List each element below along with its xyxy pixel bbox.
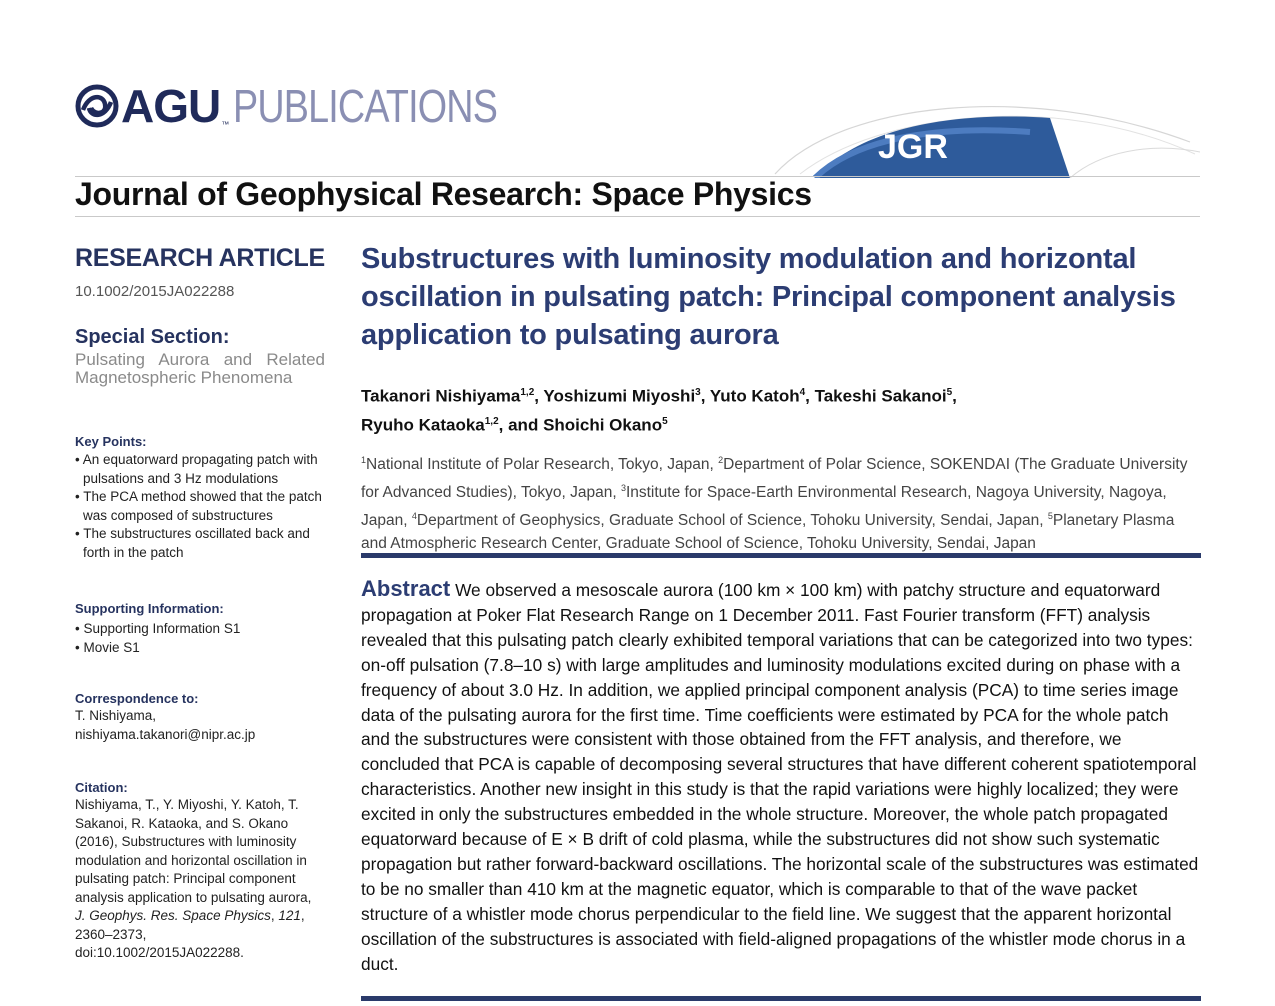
- author-affiliation-mark: 5: [946, 387, 953, 398]
- correspondence-name: T. Nishiyama,: [75, 708, 157, 723]
- citation-separator: ,: [270, 908, 279, 923]
- special-section-label: Special Section:: [75, 326, 230, 348]
- affiliation-text: Planetary Plasma and Atmospheric Research Center, Graduate School of Science, Tohoku University, Sendai, Japan: [361, 512, 1175, 552]
- author-list: [361, 380, 1181, 437]
- author-separator: ,: [534, 386, 544, 406]
- affiliation-mark: 5: [1047, 510, 1053, 521]
- author-name: Yoshizumi Miyoshi: [543, 386, 696, 406]
- affiliation-mark: 2: [718, 455, 724, 465]
- author-separator: ,: [952, 386, 957, 406]
- citation-text: [75, 796, 315, 963]
- author-separator: , and: [498, 415, 544, 435]
- special-section-text: Pulsating Aurora and Related Magnetospheric Phenomena: [75, 350, 325, 387]
- jgr-logo-text: JGR: [878, 128, 948, 166]
- affiliation-text: Department of Geophysics, Graduate School of Science, Tohoku University, Sendai, Japan,: [416, 512, 1048, 530]
- supporting-info-list: [75, 620, 325, 657]
- key-point-item: • An equatorward propagating patch with pulsations and 3 Hz modulations: [75, 451, 325, 488]
- affiliations: [361, 449, 1201, 556]
- key-points-heading: Key Points:: [75, 434, 147, 449]
- agu-wordmark: AGU: [121, 80, 221, 132]
- author-separator: ,: [700, 386, 710, 406]
- author-name: Takeshi Sakanoi: [814, 386, 947, 406]
- affiliation-mark: 3: [620, 482, 626, 493]
- citation-journal: J. Geophys. Res. Space Physics: [75, 908, 271, 923]
- article-type: RESEARCH ARTICLE: [75, 244, 325, 272]
- abstract-label: Abstract: [361, 576, 451, 601]
- sidebar: [75, 244, 325, 963]
- author-affiliation-mark: 3: [695, 387, 701, 398]
- correspondence-heading: Correspondence to:: [75, 691, 199, 706]
- supporting-info-heading: Supporting Information:: [75, 601, 224, 616]
- key-points-list: [75, 451, 325, 562]
- author-affiliation-mark: 1,2: [484, 415, 499, 427]
- citation-heading: Citation:: [75, 780, 128, 795]
- correspondence-section: [75, 691, 325, 744]
- author-name: Shoichi Okano: [543, 415, 663, 435]
- sidebar-doi[interactable]: 10.1002/2015JA022288: [75, 283, 235, 300]
- trademark-mark: ™: [221, 119, 230, 129]
- key-points-section: [75, 434, 325, 562]
- author-name: Ryuho Kataoka: [361, 415, 485, 435]
- header-bottom-rule: [75, 216, 1200, 217]
- citation-volume: 121: [278, 908, 301, 923]
- abstract-bottom-rule: [361, 996, 1201, 1001]
- journal-title: Journal of Geophysical Research: Space Physics: [75, 176, 812, 212]
- article-title: Substructures with luminosity modulation and horizontal oscillation in pulsating patch: Principal component analysis application to pulsating aurora: [361, 243, 1176, 351]
- supporting-info-item[interactable]: • Supporting Information S1: [75, 620, 325, 639]
- citation-section: [75, 780, 325, 963]
- supporting-info-item[interactable]: • Movie S1: [75, 639, 325, 658]
- author-affiliation-mark: 4: [799, 387, 806, 398]
- supporting-info-section: [75, 601, 325, 657]
- author-separator: ,: [805, 386, 815, 406]
- author-name: Yuto Katoh: [709, 386, 800, 406]
- citation-body: Nishiyama, T., Y. Miyoshi, Y. Katoh, T. Sakanoi, R. Kataoka, and S. Okano (2016), Substructures with luminosity modulation and horizontal oscillation in pulsating patch: Principal component analysis application to pulsating aurora,: [75, 797, 312, 905]
- abstract: [361, 577, 1201, 977]
- affiliation-text: Institute for Space-Earth Environmental Research, Nagoya University, Nagoya, Japan,: [361, 484, 1167, 530]
- agu-publications-logo: [75, 78, 555, 134]
- key-point-item: • The substructures oscillated back and forth in the patch: [75, 525, 325, 562]
- key-point-item: • The PCA method showed that the patch was composed of substructures: [75, 488, 325, 525]
- author-affiliation-mark: 1,2: [520, 387, 535, 398]
- author-name: Takanori Nishiyama: [361, 386, 521, 406]
- affiliation-text: National Institute of Polar Research, Tokyo, Japan,: [366, 456, 719, 474]
- affiliation-mark: 1: [361, 455, 367, 465]
- publications-wordmark: PUBLICATIONS: [233, 80, 498, 132]
- citation-pages-doi: , 2360–2373, doi:10.1002/2015JA022288.: [75, 908, 305, 960]
- jgr-arc-logo: [770, 82, 1200, 178]
- agu-swirl-icon: [75, 84, 119, 128]
- author-affiliation-mark: 5: [662, 415, 668, 427]
- affiliation-text: Department of Polar Science, SOKENDAI (The Graduate University for Advanced Studies), Tokyo, Japan,: [361, 456, 1188, 502]
- abstract-text: We observed a mesoscale aurora (100 km × 100 km) with patchy structure and equatorward propagation at Poker Flat Research Range on 1 December 2011. Fast Fourier transform (FFT) analysis revealed that this pulsating patch clearly exhibited temporal variations that can be categorized into two types: on-off pulsation (7.8–10 s) with large amplitudes and luminosity modulations excited during on phase with a frequency of about 3.0 Hz. In addition, we applied principal component analysis (PCA) to time series image data of the pulsating aurora for the first time. Time coefficients were estimated by PCA for the whole patch and the substructures were consistent with those obtained from the FFT analysis, and therefore, we concluded that PCA is capable of decomposing several structures that have different coherent spatiotemporal characteristics. Another new insight in this study is that the rapid variations were highly localized; they were excited in only the substructures embedded in the whole structure. Moreover, the whole patch propagated equatorward because of E × B drift of cold plasma, while the substructures did not show such systematic propagation but rather forward-backward oscillations. The horizontal scale of the substructures was estimated to be no smaller than 410 km at the magnetic equator, which is comparable to that of the wave packet structure of a whistler mode chorus perpendicular to the field line. We suggest that the apparent horizontal oscillation of the substructures is associated with field-aligned propagations of the whistler mode chorus in a duct.: [361, 580, 1199, 974]
- affiliation-mark: 4: [411, 510, 417, 521]
- correspondence-email[interactable]: nishiyama.takanori@nipr.ac.jp: [75, 726, 256, 742]
- abstract-top-rule: [361, 553, 1201, 558]
